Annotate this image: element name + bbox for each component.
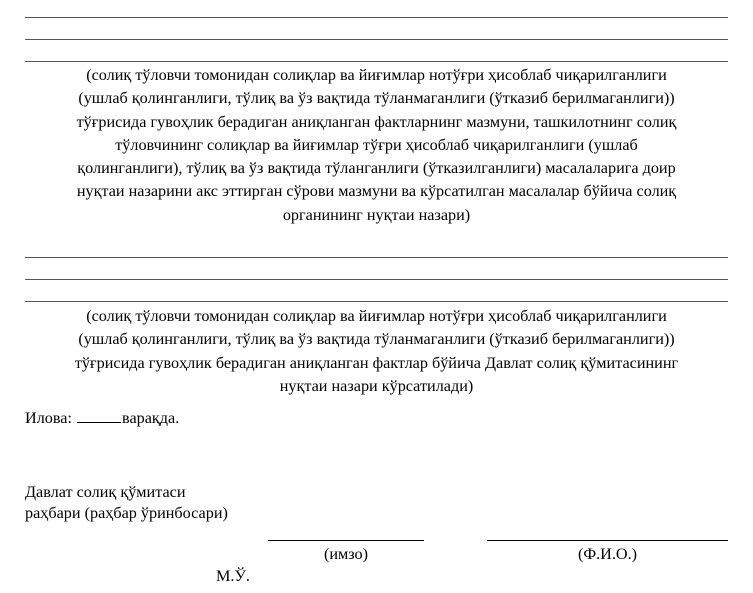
caption-line: нуқтаи назари кўрсатилади) [279,376,474,395]
attachment-prefix: Илова: [25,409,72,427]
section2-caption [25,305,728,398]
blank-line-3 [25,61,728,62]
blank-line-2 [25,39,728,40]
attachment-suffix: варақда. [122,409,180,427]
signature-label: (имзо) [323,545,369,563]
name-label: (Ф.И.О.) [577,545,638,563]
blank-line-1 [25,17,728,18]
signatory-line-1: Давлат солиқ қўмитаси [25,483,186,501]
caption-line: қолинганлиги), тўлиқ ва ўз вақтида тўланганлиги (ўтказилганлиги) масалаларига доир [77,159,676,178]
caption-line: тўғрисида гувоҳлик берадиган аниқланган фактларнинг мазмуни, ташкилотнинг солиқ [76,112,677,131]
caption-line: тўловчининг солиқлар ва йиғимлар тўғри ҳисоблаб чиқарилганлиги (ушлаб [115,135,638,154]
caption-line: (ушлаб қолинганлиги, тўлиқ ва ўз вақтида тўланмаганлиги (ўтказиб берилмаганлиги)) [78,330,675,349]
name-line [487,540,728,541]
stamp-label: М.Ў. [216,567,250,585]
signatory-line-2: раҳбари (раҳбар ўринбосари) [25,504,228,522]
blank-line-5 [25,279,728,280]
section1-caption [25,64,728,227]
caption-line: (солиқ тўловчи томонидан солиқлар ва йиғимлар нотўғри ҳисоблаб чиқарилганлиги [86,66,667,84]
attachment-line [25,408,179,429]
attachment-pages-blank [77,408,121,423]
caption-line: (солиқ тўловчи томонидан солиқлар ва йиғимлар нотўғри ҳисоблаб чиқарилганлиги [86,307,667,325]
caption-line: (ушлаб қолинганлиги, тўлиқ ва ўз вақтида тўланмаганлиги (ўтказиб берилмаганлиги)) [78,89,675,108]
signatory-title [25,482,228,524]
blank-line-4 [25,257,728,258]
blank-line-6 [25,301,728,302]
caption-line: нуқтаи назарини акс эттирган сўрови мазмуни ва кўрсатилган масалалар бўйича солиқ [76,182,677,201]
signature-line [268,540,424,541]
caption-line: органининг нуқтаи назари) [282,205,471,224]
caption-line: тўғрисида гувоҳлик берадиган аниқланган фактлар бўйича Давлат солиқ қўмитасининг [74,353,679,372]
